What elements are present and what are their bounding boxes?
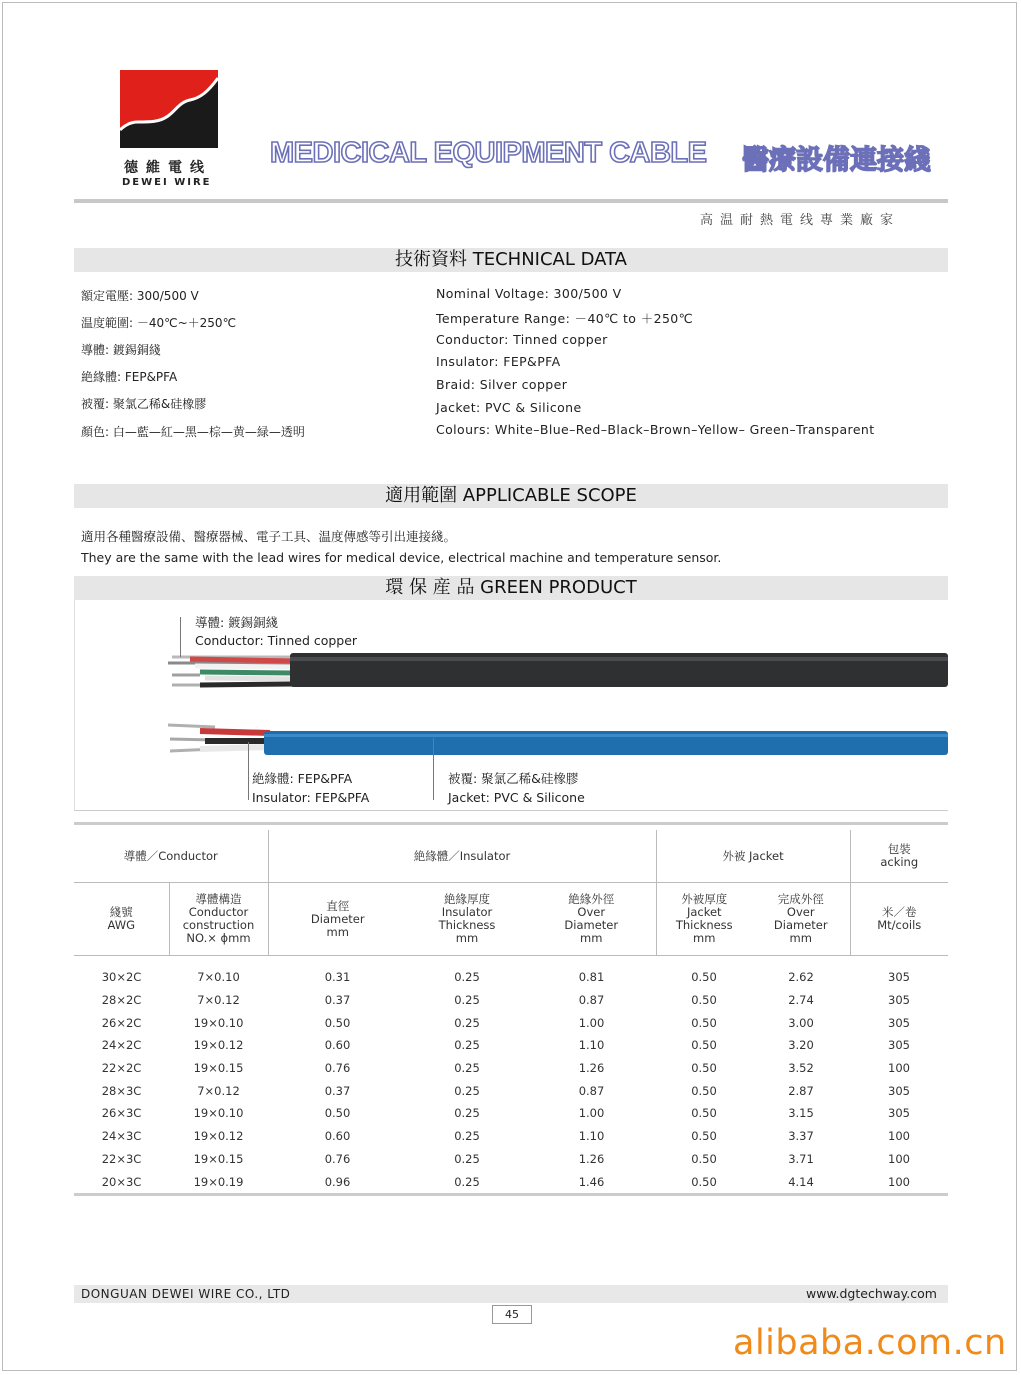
callout-jacket-cn: 被覆: 聚氯乙稀&硅橡膠 [448,771,579,786]
cell-insulator-over-diameter: 1.26 [578,1151,605,1166]
cell-awg: 22×2C [101,1061,142,1076]
cell-diameter: 0.76 [324,1151,351,1166]
cell-meters-per-coil: 305 [888,993,910,1008]
technical-heading: 技術資料 TECHNICAL DATA [74,248,948,272]
cell-jacket-thickness: 0.50 [691,1015,717,1030]
cell-insulator-over-diameter: 0.81 [578,970,605,985]
table-top-rule [74,822,948,825]
cell-meters-per-coil: 100 [888,1129,910,1144]
cell-meters-per-coil: 305 [888,1083,910,1098]
cell-meters-per-coil: 305 [888,970,910,985]
spec-en-conductor: Conductor: Tinned copper [436,332,608,347]
callout-insulator-en: Insulator: FEP&PFA [252,790,370,805]
cell-awg: 22×3C [101,1151,142,1166]
footer-url: www.dgtechway.com [806,1286,937,1301]
cell-jacket-over-diameter: 3.00 [788,1015,814,1030]
column-header-insulator-over-diameter: 絶緣外徑 Over Diameter mm [527,883,656,956]
watermark: alibaba.com.cn [733,1323,1007,1363]
spec-cn-voltage: 額定電壓: 300/500 V [81,289,199,303]
cell-insulator-over-diameter: 1.10 [578,1129,605,1144]
footer-company: DONGUAN DEWEI WIRE CO., LTD [81,1287,291,1301]
cell-insulator-thickness: 0.25 [454,1174,480,1189]
cell-meters-per-coil: 100 [888,1174,910,1189]
cell-diameter: 0.50 [324,1015,351,1030]
cell-jacket-thickness: 0.50 [691,1061,717,1076]
cell-jacket-thickness: 0.50 [691,1151,717,1166]
cell-conductor-construction: 19×0.15 [193,1061,244,1076]
cell-jacket-thickness: 0.50 [691,1106,717,1121]
callout-conductor-cn: 導體: 鍍錫銅綫 [195,615,279,630]
scope-heading: 適用範圍 APPLICABLE SCOPE [74,484,948,508]
dewei-logo [120,70,220,152]
cell-insulator-thickness: 0.25 [454,1083,480,1098]
table-column-headers [74,883,948,956]
cell-jacket-thickness: 0.50 [691,993,717,1008]
table-row [74,1148,948,1171]
black-cable-icon [168,653,948,687]
cell-meters-per-coil: 100 [888,1061,910,1076]
column-header-awg: 綫號 AWG [74,883,169,956]
scope-text-en: They are the same with the lead wires for medical device, electrical machine and temperature sensor. [81,550,722,565]
spec-cn-jacket: 被覆: 聚氯乙稀&硅橡膠 [81,397,207,411]
cell-conductor-construction: 7×0.10 [197,970,240,985]
cell-conductor-construction: 7×0.12 [197,993,240,1008]
table-row [74,1125,948,1148]
column-header-diameter: 直徑 Diameter mm [268,883,407,956]
cell-awg: 30×2C [101,970,142,985]
table-row [74,1079,948,1102]
cell-conductor-construction: 19×0.10 [193,1106,244,1121]
cell-diameter: 0.60 [324,1038,351,1053]
column-header-jacket-thickness: 外被厚度 Jacket Thickness mm [656,883,752,956]
table-row [74,1034,948,1057]
page-number: 45 [492,1305,532,1324]
spec-en-braid: Braid: Silver copper [436,377,568,392]
cell-conductor-construction: 19×0.15 [193,1151,244,1166]
spec-table [74,830,948,1193]
spec-en-colours: Colours: White–Blue–Red–Black–Brown–Yellow– Green–Transparent [436,422,875,437]
cell-meters-per-coil: 305 [888,1106,910,1121]
spec-cn-temperature: 温度範圍: －40℃~＋250℃ [81,316,237,330]
cell-awg: 26×2C [101,1015,142,1030]
cell-awg: 24×2C [101,1038,142,1053]
callout-line-jacket [433,738,434,800]
table-group-conductor: 導體／Conductor [74,830,268,883]
table-row [74,1057,948,1080]
spec-cn-insulator: 絶緣體: FEP&PFA [81,370,178,384]
table-row [74,1102,948,1125]
table-group-insulator: 絶緣體／Insulator [268,830,656,883]
callout-line-insulator [248,742,249,800]
cell-insulator-over-diameter: 1.46 [578,1174,605,1189]
blue-cable-icon [168,725,948,755]
cell-jacket-over-diameter: 3.71 [788,1151,814,1166]
callout-line-conductor [180,617,181,657]
slogan: 高温耐熱電线專業廠家 [700,213,901,228]
cell-diameter: 0.76 [324,1061,351,1076]
logo-mark-icon [120,70,218,148]
cell-insulator-over-diameter: 1.26 [578,1061,605,1076]
table-row [74,1011,948,1034]
callout-jacket-en: Jacket: PVC & Silicone [448,790,585,805]
cell-meters-per-coil: 305 [888,1038,910,1053]
cell-insulator-thickness: 0.25 [454,1106,480,1121]
cell-insulator-over-diameter: 1.00 [578,1015,605,1030]
cell-conductor-construction: 19×0.12 [193,1038,244,1053]
cell-awg: 26×3C [101,1106,142,1121]
spec-en-insulator: Insulator: FEP&PFA [436,354,561,369]
cell-insulator-thickness: 0.25 [454,1061,480,1076]
cell-insulator-over-diameter: 0.87 [578,1083,605,1098]
cell-awg: 28×2C [101,993,142,1008]
cell-insulator-thickness: 0.25 [454,1151,480,1166]
cell-diameter: 0.31 [324,970,351,985]
table-group-jacket: 外被 Jacket [656,830,850,883]
cell-jacket-over-diameter: 2.87 [788,1083,814,1098]
cell-diameter: 0.60 [324,1129,351,1144]
cell-insulator-over-diameter: 1.10 [578,1038,605,1053]
column-header-meters-per-coil: 米／卷 Mt/coils [850,883,948,956]
callout-insulator-cn: 絶緣體: FEP&PFA [252,771,353,786]
spec-en-voltage: Nominal Voltage: 300/500 V [436,286,622,301]
cell-insulator-thickness: 0.25 [454,993,480,1008]
column-header-jacket-over-diameter: 完成外徑 Over Diameter mm [752,883,850,956]
cell-jacket-thickness: 0.50 [691,970,717,985]
callout-conductor-en: Conductor: Tinned copper [195,633,358,648]
cell-conductor-construction: 19×0.19 [193,1174,244,1189]
cell-diameter: 0.96 [324,1174,351,1189]
page-title-cn: 醫療設備連接綫 [742,145,931,176]
cell-jacket-over-diameter: 4.14 [788,1174,814,1189]
cell-jacket-thickness: 0.50 [691,1083,717,1098]
cable-illustration [160,645,948,755]
cell-insulator-over-diameter: 0.87 [578,993,605,1008]
cell-conductor-construction: 19×0.10 [193,1015,244,1030]
cell-jacket-over-diameter: 2.62 [788,970,814,985]
cell-diameter: 0.37 [324,993,351,1008]
spec-cn-conductor: 導體: 鍍錫銅綫 [81,343,161,357]
cell-conductor-construction: 7×0.12 [197,1083,240,1098]
cell-jacket-over-diameter: 3.37 [788,1129,814,1144]
cell-awg: 20×3C [101,1174,142,1189]
page-title-en: MEDICICAL EQUIPMENT CABLE [270,137,707,169]
spec-cn-colours: 顏色: 白—藍—紅—黑—棕—黄—緑—透明 [81,425,305,439]
cell-insulator-thickness: 0.25 [454,1015,480,1030]
cell-diameter: 0.50 [324,1106,351,1121]
header-rule [74,199,948,203]
table-row [74,956,948,989]
table-body [74,956,948,1193]
logo-name-cn: 德維電线 [124,160,212,176]
column-header-conductor-construction: 導體構造 Conductor construction NO.× ϕmm [169,883,268,956]
cell-insulator-thickness: 0.25 [454,1038,480,1053]
table-row [74,1170,948,1193]
column-header-insulator-thickness: 絶緣厚度 Insulator Thickness mm [407,883,527,956]
cell-conductor-construction: 19×0.12 [193,1129,244,1144]
cell-insulator-thickness: 0.25 [454,970,480,985]
cell-jacket-over-diameter: 3.20 [788,1038,814,1053]
table-row [74,989,948,1012]
spec-en-temperature: Temperature Range: －40℃ to ＋250℃ [436,311,694,326]
cell-diameter: 0.37 [324,1083,351,1098]
spec-en-jacket: Jacket: PVC & Silicone [436,400,582,415]
scope-text-cn: 適用各種醫療設備、醫療器械、電子工具、温度傳感等引出連接綫。 [81,529,457,544]
cell-awg: 24×3C [101,1129,142,1144]
cell-jacket-thickness: 0.50 [691,1129,717,1144]
cell-jacket-over-diameter: 3.52 [788,1061,814,1076]
logo-name-en: DEWEI WIRE [122,177,212,188]
cell-insulator-over-diameter: 1.00 [578,1106,605,1121]
cell-jacket-thickness: 0.50 [691,1174,717,1189]
cell-meters-per-coil: 100 [888,1151,910,1166]
cell-jacket-over-diameter: 2.74 [788,993,814,1008]
cell-jacket-thickness: 0.50 [691,1038,717,1053]
cell-jacket-over-diameter: 3.15 [788,1106,814,1121]
table-group-packing: 包裝 acking [850,830,948,883]
table-bottom-rule [74,1193,948,1196]
green-heading: 環 保 産 品 GREEN PRODUCT [74,576,948,600]
cell-insulator-thickness: 0.25 [454,1129,480,1144]
cell-awg: 28×3C [101,1083,142,1098]
cell-meters-per-coil: 305 [888,1015,910,1030]
